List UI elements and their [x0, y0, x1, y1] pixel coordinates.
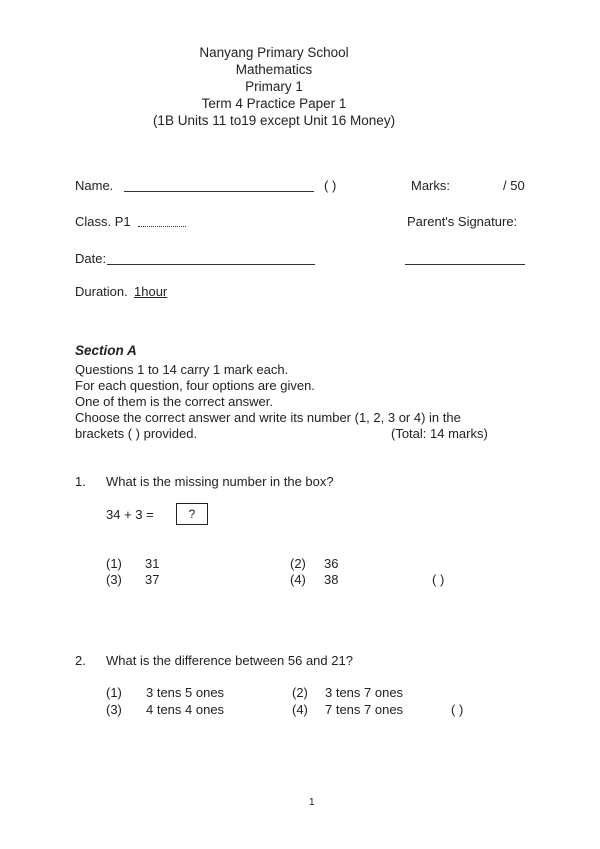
duration-value: 1hour — [134, 284, 168, 299]
option-number: (2) — [290, 556, 306, 571]
option-number: (2) — [292, 685, 308, 700]
name-index-brackets: ( ) — [324, 178, 337, 193]
answer-brackets[interactable]: ( ) — [432, 572, 445, 587]
level-title: Primary 1 — [245, 79, 303, 94]
option-text: 31 — [145, 556, 160, 571]
instruction-line: Questions 1 to 14 carry 1 mark each. — [75, 362, 289, 377]
parent-signature-label: Parent's Signature: — [407, 214, 518, 229]
page-number: 1 — [309, 797, 315, 808]
section-title: Section A — [75, 343, 137, 358]
duration-label: Duration. — [75, 284, 128, 299]
option-number: (1) — [106, 556, 122, 571]
section-total: (Total: 14 marks) — [391, 426, 488, 441]
question-number: 2. — [75, 653, 86, 668]
date-label: Date: — [75, 251, 107, 266]
option-number: (4) — [292, 702, 308, 717]
marks-label: Marks: — [411, 178, 450, 193]
answer-brackets[interactable]: ( ) — [451, 702, 464, 717]
option-text: 7 tens 7 ones — [325, 702, 404, 717]
scope-title: (1B Units 11 to19 except Unit 16 Money) — [152, 113, 396, 128]
name-label: Name. — [75, 178, 114, 193]
option-text: 37 — [145, 572, 160, 587]
equation: 34 + 3 = — [106, 507, 154, 522]
instruction-line: brackets ( ) provided. — [75, 426, 198, 441]
school-name: Nanyang Primary School — [199, 45, 349, 60]
subject-title: Mathematics — [235, 62, 313, 77]
option-number: (3) — [106, 572, 122, 587]
date-line[interactable] — [107, 264, 315, 265]
instruction-line: Choose the correct answer and write its number (1, 2, 3 or 4) in the — [75, 410, 461, 425]
instruction-line: One of them is the correct answer. — [75, 394, 273, 409]
option-number: (3) — [106, 702, 122, 717]
missing-number-box: ? — [176, 503, 208, 525]
option-text: 3 tens 5 ones — [146, 685, 225, 700]
instruction-line: For each question, four options are given. — [75, 378, 315, 393]
name-line[interactable] — [124, 191, 314, 192]
option-text: 38 — [324, 572, 339, 587]
option-number: (4) — [290, 572, 306, 587]
question-text: What is the missing number in the box? — [106, 474, 334, 489]
class-line[interactable] — [138, 226, 186, 227]
signature-line[interactable] — [405, 264, 525, 265]
class-label: Class. P1 — [75, 214, 131, 229]
option-number: (1) — [106, 685, 122, 700]
question-number: 1. — [75, 474, 86, 489]
question-text: What is the difference between 56 and 21? — [106, 653, 353, 668]
marks-total: / 50 — [503, 178, 525, 193]
option-text: 4 tens 4 ones — [146, 702, 225, 717]
paper-title: Term 4 Practice Paper 1 — [201, 96, 347, 111]
option-text: 36 — [324, 556, 339, 571]
option-text: 3 tens 7 ones — [325, 685, 404, 700]
